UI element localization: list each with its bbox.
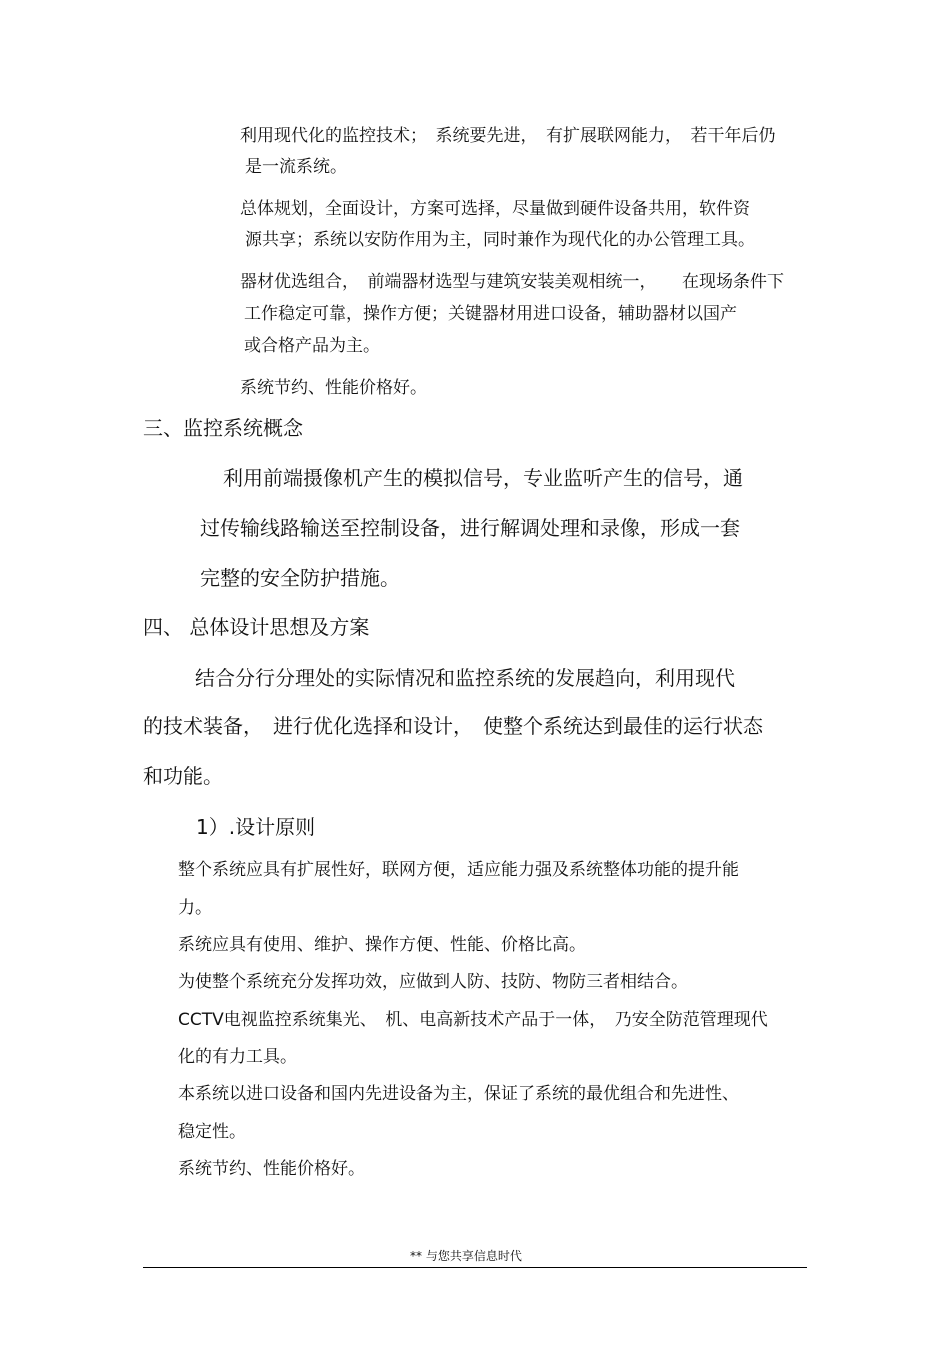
paragraph-line: 的技术装备， 进行优化选择和设计， 使整个系统达到最佳的运行状态 — [143, 714, 763, 738]
section-heading: 三、监控系统概念 — [143, 416, 303, 440]
text-line: 为使整个系统充分发挥功效，应做到人防、技防、物防三者相结合。 — [178, 972, 688, 992]
text-line: 利用现代化的监控技术； 系统要先进， 有扩展联网能力， 若干年后仍 — [240, 126, 776, 146]
text-line: 稳定性。 — [178, 1122, 246, 1142]
text-line: 是一流系统。 — [245, 157, 347, 177]
paragraph-line: 完整的安全防护措施。 — [200, 566, 400, 590]
text-line: 源共享；系统以安防作用为主，同时兼作为现代化的办公管理工具。 — [245, 230, 755, 250]
text-line: 整个系统应具有扩展性好，联网方便，适应能力强及系统整体功能的提升能 — [178, 860, 739, 880]
text-line: 系统节约、性能价格好。 — [240, 378, 427, 398]
text-line: 本系统以进口设备和国内先进设备为主，保证了系统的最优组合和先进性、 — [178, 1084, 739, 1104]
paragraph-line: 结合分行分理处的实际情况和监控系统的发展趋向，利用现代 — [195, 666, 735, 690]
footer-text: ** 与您共享信息时代 — [410, 1249, 522, 1263]
text-line: 器材优选组合， 前端器材选型与建筑安装美观相统一， 在现场条件下 — [240, 272, 784, 292]
paragraph-line: 过传输线路输送至控制设备，进行解调处理和录像，形成一套 — [200, 516, 740, 540]
text-line: 系统应具有使用、维护、操作方便、性能、价格比高。 — [178, 935, 586, 955]
text-line: CCTV电视监控系统集光、 机、电高新技术产品于一体， 乃安全防范管理现代 — [178, 1010, 768, 1030]
section-heading: 四、 总体设计思想及方案 — [143, 615, 370, 639]
subsection-heading: 1）.设计原则 — [196, 815, 316, 839]
text-line: 总体规划，全面设计，方案可选择，尽量做到硬件设备共用，软件资 — [240, 199, 750, 219]
text-line: 系统节约、性能价格好。 — [178, 1159, 365, 1179]
text-line: 或合格产品为主。 — [244, 336, 380, 356]
footer-divider — [143, 1267, 807, 1268]
text-line: 化的有力工具。 — [178, 1047, 297, 1067]
paragraph-line: 利用前端摄像机产生的模拟信号，专业监听产生的信号，通 — [223, 466, 743, 490]
text-line: 工作稳定可靠，操作方便；关键器材用进口设备，辅助器材以国产 — [244, 304, 737, 324]
text-line: 力。 — [178, 898, 212, 918]
paragraph-line: 和功能。 — [143, 764, 223, 788]
